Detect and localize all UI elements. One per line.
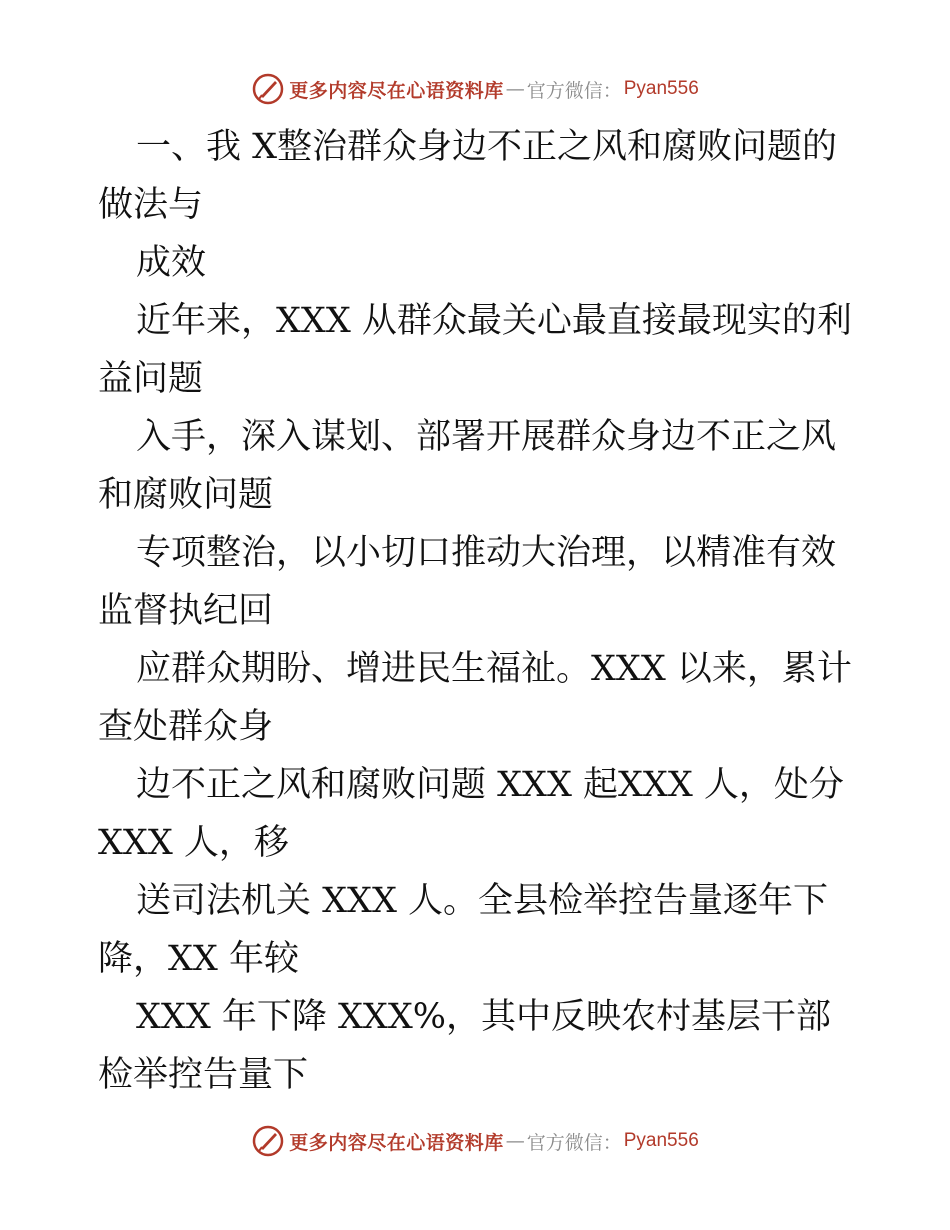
watermark-text: 更多内容尽在心语资料库 bbox=[289, 79, 504, 102]
document-body bbox=[98, 118, 858, 1104]
paragraph: 专项整治，以小切口推动大治理，以精准有效监督执纪回 bbox=[98, 533, 837, 631]
paragraph: 近年来，XXX 从群众最关心最直接最现实的利益问题 bbox=[98, 301, 852, 399]
paragraph: 一、我 X整治群众身边不正之风和腐败问题的做法与 bbox=[98, 127, 838, 225]
watermark-dash: — bbox=[505, 1130, 525, 1152]
paragraph: XXX 年下降 XXX%，其中反映农村基层干部检举控告量下 bbox=[98, 997, 832, 1095]
watermark-wechat-id: Pyan556 bbox=[623, 1130, 699, 1151]
watermark-wechat-label: 官方微信： bbox=[526, 1131, 622, 1154]
watermark-wechat-label: 官方微信： bbox=[526, 79, 622, 102]
quill-pen-icon bbox=[251, 72, 285, 106]
paragraph: 成效 bbox=[136, 243, 207, 283]
header-watermark bbox=[0, 72, 950, 106]
paragraph: 入手，深入谋划、部署开展群众身边不正之风和腐败问题 bbox=[98, 417, 837, 515]
quill-pen-icon bbox=[251, 1124, 285, 1158]
paragraph: 边不正之风和腐败问题 XXX 起XXX 人，处分 XXX 人，移 bbox=[98, 765, 844, 863]
footer-watermark bbox=[0, 1124, 950, 1158]
paragraph: 应群众期盼、增进民生福祉。XXX 以来，累计查处群众身 bbox=[98, 649, 852, 747]
watermark-wechat-id: Pyan556 bbox=[623, 78, 699, 99]
paragraph: 送司法机关 XXX 人。全县检举控告量逐年下降，XX 年较 bbox=[98, 881, 829, 979]
watermark-dash: — bbox=[505, 78, 525, 100]
watermark-text: 更多内容尽在心语资料库 bbox=[289, 1131, 504, 1154]
